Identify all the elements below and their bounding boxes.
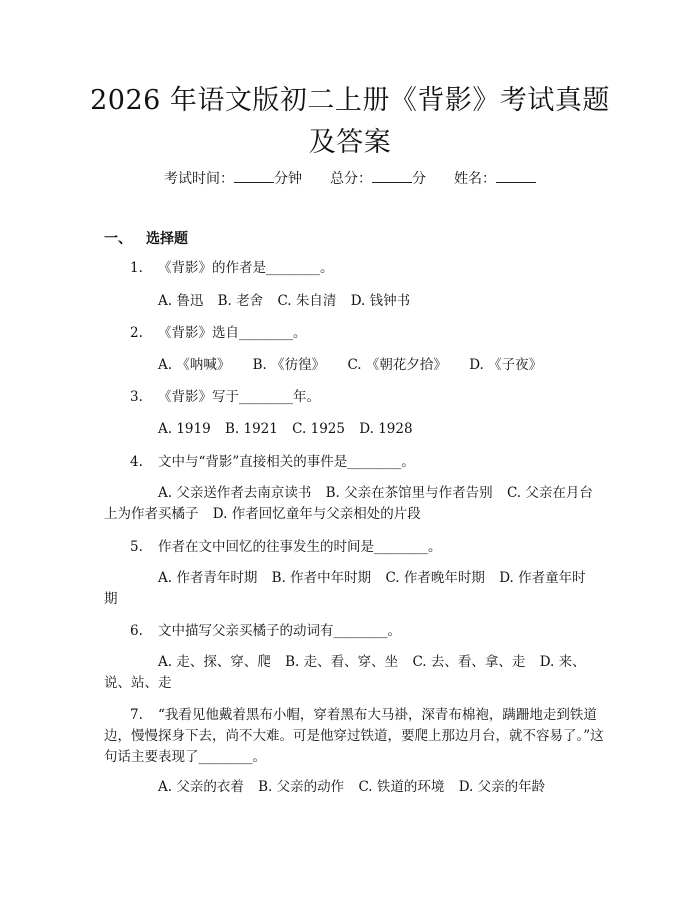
option-c[interactable]: C. 作者晚年时期 [385,570,485,586]
total-score-field [330,168,426,189]
question-text: 作者在文中回忆的往事发生的时间是________。 [158,539,442,555]
option-c[interactable]: C. 铁道的环境 [358,779,445,795]
option-d[interactable]: D. 1928 [359,421,413,437]
section-title: 选择题 [146,231,188,247]
exam-time-blank [234,168,274,183]
question-number: 2. [130,325,143,341]
question-number: 4. [130,454,143,470]
question-number: 6. [130,623,143,639]
question-3 [104,387,602,408]
option-a[interactable]: A. 《呐喊》 [158,357,231,373]
option-a[interactable]: A. 走、探、穿、爬 [158,654,271,670]
question-7 [104,705,604,768]
section-number: 一、 [104,231,132,247]
option-d[interactable]: D. 父亲的年龄 [458,779,546,795]
option-a[interactable]: A. 父亲送作者去南京读书 [158,485,312,501]
exam-time-unit: 分钟 [274,171,302,187]
question-4-options [104,483,594,525]
option-d[interactable]: D. 作者回忆童年与父亲相处的片段 [212,506,421,522]
question-1 [104,258,602,279]
question-text: 《背影》写于________年。 [158,389,320,405]
name-label: 姓名： [454,171,496,187]
option-c[interactable]: C. 父亲在月台上为作者买橘子 [104,485,593,522]
question-text: 文中与“背影”直接相关的事件是________。 [158,454,415,470]
question-text: 《背影》的作者是________。 [158,260,334,276]
option-a[interactable]: A. 1919 [158,421,211,437]
question-7-options [104,777,602,798]
total-score-unit: 分 [412,171,426,187]
option-c[interactable]: C. 1925 [292,421,345,437]
option-a[interactable]: A. 鲁迅 [158,293,204,309]
question-3-options [104,419,602,440]
exam-time-field [164,168,302,189]
question-text: 文中描写父亲买橘子的动词有________。 [158,623,401,639]
question-1-options [104,291,602,312]
option-a[interactable]: A. 父亲的衣着 [158,779,244,795]
question-number: 7. [130,707,143,723]
option-d[interactable]: D. 《子夜》 [469,357,543,373]
option-b[interactable]: B. 《彷徨》 [252,357,326,373]
option-d[interactable]: D. 来、说、站、走 [104,654,586,691]
question-4 [104,452,602,473]
question-2-options [104,355,602,376]
question-6 [104,621,602,642]
option-b[interactable]: B. 父亲在茶馆里与作者告别 [325,485,493,501]
section-heading [104,229,188,249]
question-6-options [104,652,594,694]
question-number: 3. [130,389,143,405]
name-field [454,168,536,189]
question-text: “我看见他戴着黑布小帽，穿着黑布大马褂，深青布棉袍，蹒跚地走到铁道边，慢慢探身下去，尚不大难。可是他穿过铁道，要爬上那边月台，就不容易了。”这句话主要表现了________。 [104,707,604,765]
option-b[interactable]: B. 1921 [225,421,278,437]
option-c[interactable]: C. 《朝花夕拾》 [347,357,447,373]
question-5 [104,537,602,558]
option-d[interactable]: D. 钱钟书 [350,293,411,309]
question-2 [104,323,602,344]
option-d[interactable]: D. 作者童年时期 [104,570,586,607]
option-b[interactable]: B. 走、看、穿、坐 [285,654,399,670]
total-score-blank [372,168,412,183]
question-text: 《背影》选自________。 [158,325,307,341]
option-a[interactable]: A. 作者青年时期 [158,570,258,586]
question-number: 5. [130,539,143,555]
option-c[interactable]: C. 去、看、拿、走 [412,654,526,670]
total-score-label: 总分： [330,171,372,187]
page-title: 2026 年语文版初二上册《背影》考试真题及答案 [90,85,610,158]
name-blank [496,168,536,183]
option-c[interactable]: C. 朱自清 [277,293,337,309]
question-5-options [104,568,594,610]
option-b[interactable]: B. 老舍 [217,293,264,309]
question-number: 1. [130,260,143,276]
exam-time-label: 考试时间： [164,171,234,187]
option-b[interactable]: B. 父亲的动作 [258,779,345,795]
option-b[interactable]: B. 作者中年时期 [271,570,372,586]
